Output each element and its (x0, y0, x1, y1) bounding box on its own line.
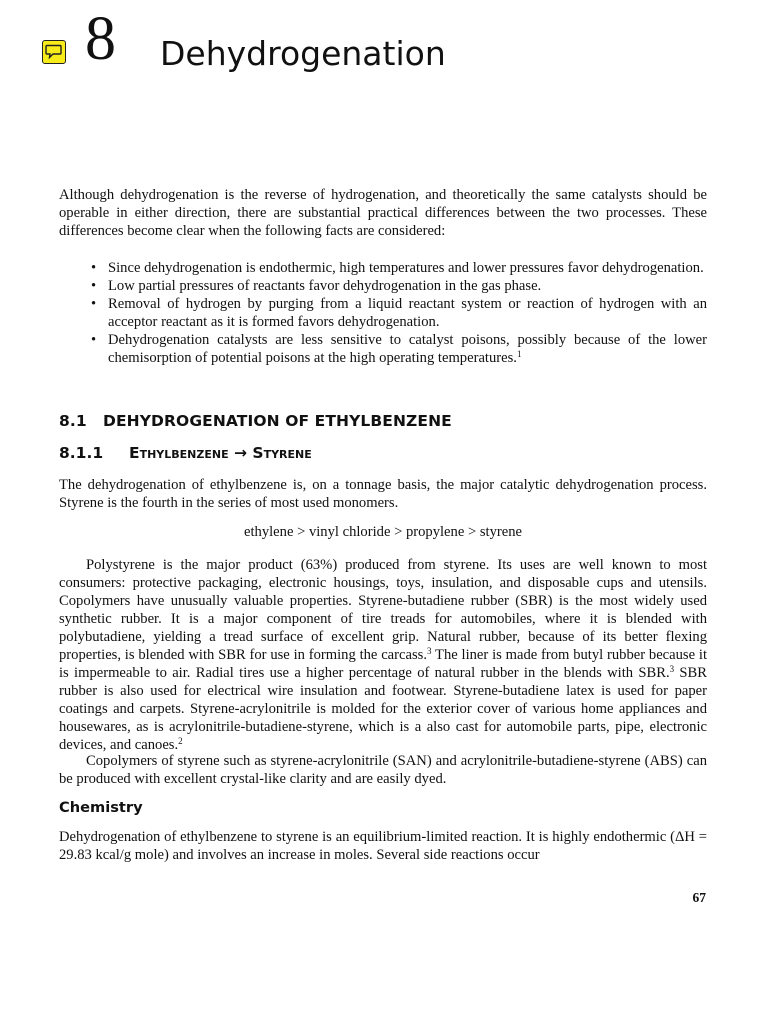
subsection-from: Ethylbenzene (129, 444, 229, 462)
chapter-number: 8 (85, 5, 116, 73)
list-item: • Since dehydrogenation is endothermic, high temperatures and lower pressures favor dehydrogenation. (91, 260, 704, 276)
polystyrene-paragraph: Polystyrene is the major product (63%) produced from styrene. Its uses are well known to most consumers: protective packaging, electronic housings, toys, insulation, and disposable cups and utensils. Copolymers have unusually valuable properties. Styrene-butadiene rubber (SBR) is the most widely used synthetic rubber. It is a major component of tire treads for automobiles, where it is blended with polybutadiene, yielding a tread surface of excellent grip. Natural rubber, because of its better flexing properties, is blended with SBR for use in forming the carcass.$^3$ The liner is made from butyl rubber because it is impermeable to air. Radial tires use a higher percentage of natural rubber in the blends with SBR.$^3$ SBR rubber is also used for electrical wire insulation and footwear. Styrene-butadiene latex is used for paper coatings and carpets. Styrene-acrylonitrile is molded for the exterior cover of various home appliances and housewares, as is acrylonitrile-butadiene-styrene, which is a also cast for automobile parts, pipe, electronic devices, and canoes.$^2$ (59, 557, 708, 753)
bullet-icon: • (91, 332, 97, 348)
monomer-series: ethylene > vinyl chloride > propylene > styrene (244, 524, 522, 540)
subsection-to: Styrene (252, 444, 312, 462)
footnote-ref: 2 (178, 736, 183, 746)
speech-bubble-icon (45, 44, 62, 59)
page-number: 67 (692, 890, 706, 905)
subsection-number: 8.1.1 (59, 444, 104, 462)
section-title: DEHYDROGENATION OF ETHYLBENZENE (103, 412, 452, 430)
chemistry-heading: Chemistry (59, 799, 143, 816)
intro-paragraph: Although dehydrogenation is the reverse of hydrogenation, and theoretically the same catalysts should be operable in either direction, there are substantial practical differences between the two processes. These differences become clear when the following facts are considered: (59, 187, 707, 239)
list-item: • Removal of hydrogen by purging from a liquid reactant system or reaction of hydrogen with an acceptor reactant as it is formed favors dehydrogenation. (91, 296, 707, 330)
subsection-heading (59, 444, 312, 462)
section-number: 8.1 (59, 412, 87, 430)
footnote-ref: 1 (516, 349, 522, 359)
chemistry-paragraph: Dehydrogenation of ethylbenzene to styrene is an equilibrium-limited reaction. It is highly endothermic (ΔH = 29.83 kcal/g mole) and involves an increase in moles. Several side reactions occur (59, 829, 707, 863)
list-item: • Low partial pressures of reactants favor dehydrogenation in the gas phase. (91, 278, 542, 294)
facts-list (59, 259, 707, 367)
arrow-icon: → (234, 444, 247, 462)
copolymers-paragraph: Copolymers of styrene such as styrene-acrylonitrile (SAN) and acrylonitrile-butadiene-styrene (ABS) can be produced with excellent crystal-like clarity and are easily dyed. (59, 753, 707, 787)
bullet-icon: • (91, 260, 97, 276)
chapter-title: Dehydrogenation (160, 34, 446, 73)
footnote-ref: 3 (669, 664, 675, 674)
bullet-icon: • (91, 278, 97, 294)
section-heading (59, 412, 452, 430)
bullet-icon: • (91, 296, 97, 312)
list-item: • Dehydrogenation catalysts are less sensitive to catalyst poisons, possibly because of the lower chemisorption of potential poisons at the high operating temperatures.$^1$ (91, 332, 707, 366)
footnote-ref: 3 (426, 646, 432, 656)
styrene-paragraph: The dehydrogenation of ethylbenzene is, on a tonnage basis, the major catalytic dehydrogenation process. Styrene is the fourth in the series of most used monomers. (59, 477, 707, 511)
note-icon[interactable] (42, 40, 66, 64)
